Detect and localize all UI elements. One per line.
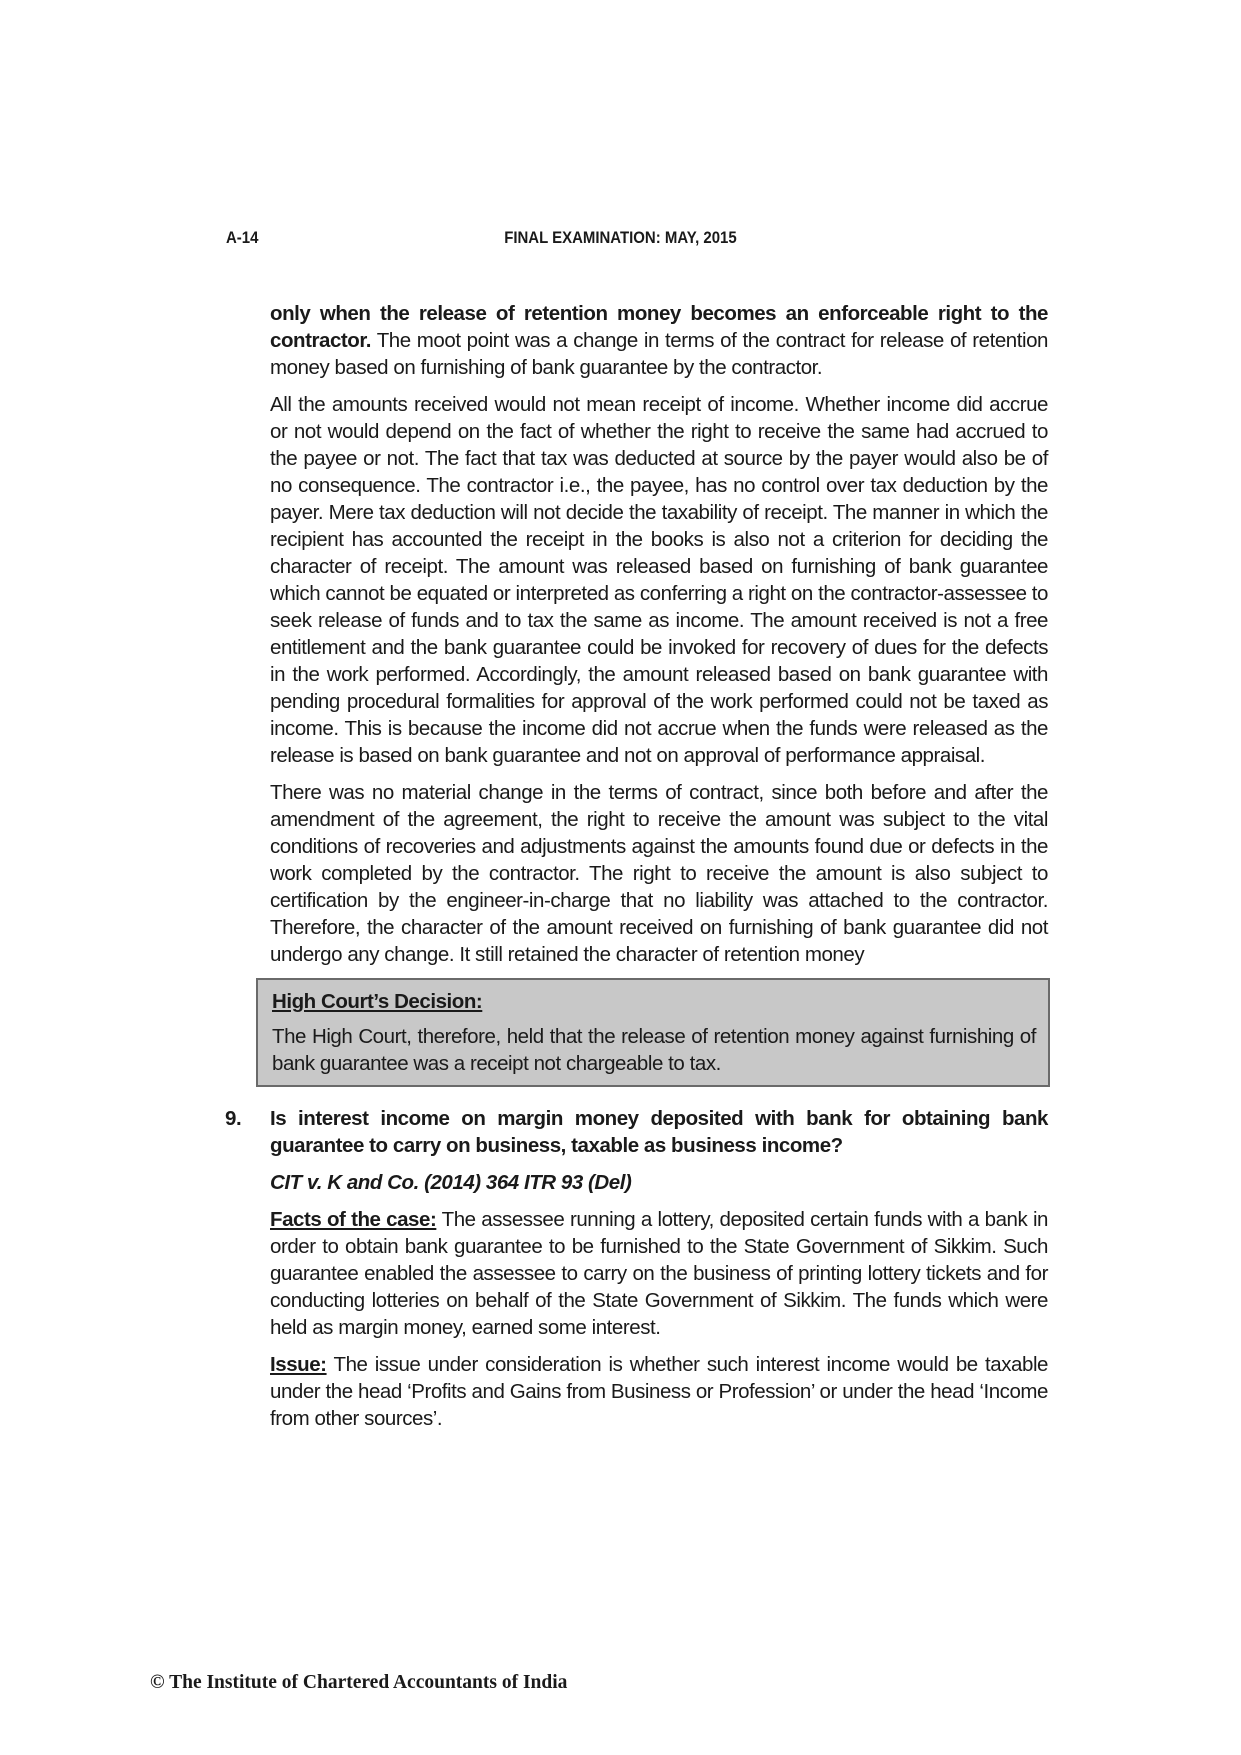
issue-label: Issue: xyxy=(270,1353,327,1376)
issue-text: The issue under consideration is whether such interest income would be taxable under the head ‘Profits and Gains from Business or Profession’ or under the head ‘Income from other sources’. xyxy=(270,1353,1048,1430)
question-text: Is interest income on margin money deposited with bank for obtaining bank guarantee to carry on business, taxable as business income? xyxy=(270,1107,1048,1157)
body-paragraph-contract-terms: There was no material change in the terms of contract, since both before and after the amendment of the agreement, the right to receive the amount was subject to the vital conditions of recoveries and adjustments against the amounts found due or defects in the work completed by the contractor. The right to receive the amount is also subject to certification by the engineer-in-charge that no liability was attached to the contractor. Therefore, the character of the amount received on furnishing of bank guarantee did not undergo any change. It still retained the character of retention money xyxy=(270,781,1048,966)
facts-text: The assessee running a lottery, deposited certain funds with a bank in order to obtain bank guarantee to be furnished to the State Government of Sikkim. Such guarantee enabled the assessee to carry on the business of printing lottery tickets and for conducting lotteries on behalf of the State Government of Sikkim. The funds which were held as margin money, earned some interest. xyxy=(270,1208,1048,1339)
case-citation: CIT v. K and Co. (2014) 364 ITR 93 (Del) xyxy=(270,1171,632,1194)
intro-bold-lead: only when the release of retention money becomes an enforceable right to the contractor. xyxy=(270,302,1048,352)
page-number: A-14 xyxy=(226,228,259,247)
footer-copyright: © The Institute of Chartered Accountants of India xyxy=(150,1672,568,1693)
high-court-decision-box xyxy=(256,978,1050,1087)
question-number: 9. xyxy=(225,1107,242,1130)
facts-label: Facts of the case: xyxy=(270,1208,437,1231)
decision-heading: High Court’s Decision: xyxy=(272,990,483,1013)
page-header-title: FINAL EXAMINATION: MAY, 2015 xyxy=(504,228,737,247)
document-body xyxy=(225,300,1048,1442)
issue-paragraph xyxy=(270,1351,1048,1432)
body-paragraph-accrual: All the amounts received would not mean receipt of income. Whether income did accrue or not would depend on the fact of whether the right to receive the same had accrued to the payee or not. The fact that tax was deducted at source by the payer would also be of no consequence. The contractor i.e., the payee, has no control over tax deduction by the payer. Mere tax deduction will not decide the taxability of receipt. The manner in which the recipient has accounted the receipt in the books is also not a criterion for deciding the character of receipt. The amount was released based on furnishing of bank guarantee which cannot be equated or interpreted as conferring a right on the contractor-assessee to seek release of funds and to tax the same as income. The amount received is not a free entitlement and the bank guarantee could be invoked for recovery of dues for the defects in the work performed. Accordingly, the amount released based on bank guarantee with pending procedural formalities for approval of the work performed could not be taxed as income. This is because the income did not accrue when the funds were released as the release is based on bank guarantee and not on approval of performance appraisal. xyxy=(270,393,1048,767)
facts-paragraph xyxy=(270,1206,1048,1341)
decision-text: The High Court, therefore, held that the release of retention money against furnishing of bank guarantee was a receipt not chargeable to tax. xyxy=(272,1025,1036,1075)
question-9 xyxy=(225,1105,1048,1159)
intro-paragraph xyxy=(270,300,1048,381)
intro-rest: The moot point was a change in terms of the contract for release of retention money based on furnishing of bank guarantee by the contractor. xyxy=(270,329,1048,379)
